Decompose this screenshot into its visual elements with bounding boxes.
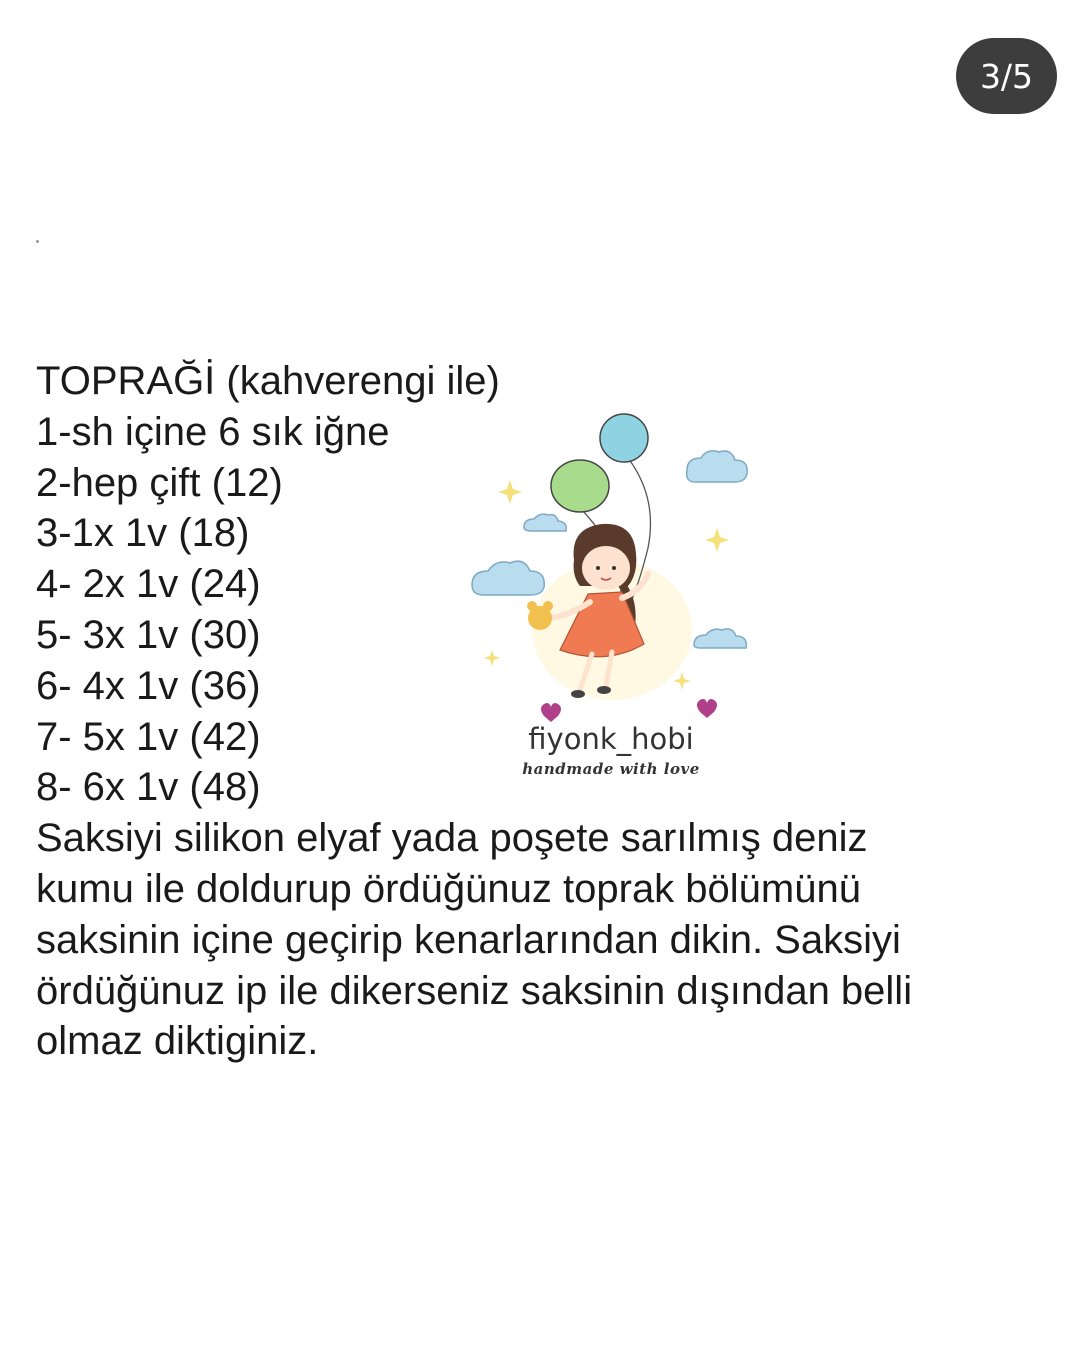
instructions-line: olmaz diktiginiz. [36, 1019, 319, 1064]
stray-dot [36, 240, 39, 243]
instructions-line: saksinin içine geçirip kenarlarından dikin. Saksiyi [36, 917, 901, 962]
slide-counter-badge [956, 38, 1057, 114]
recipe-row: 5- 3x 1v (30) [36, 612, 261, 657]
recipe-row: 8- 6x 1v (48) [36, 765, 261, 810]
recipe-row: 3-1x 1v (18) [36, 511, 250, 556]
slide-counter-text: 3/5 [979, 56, 1034, 96]
instructions-line: ördüğünuz ip ile dikerseniz saksinin dışından belli [36, 968, 913, 1013]
recipe-row: 4- 2x 1v (24) [36, 562, 261, 607]
instructions-line: kumu ile doldurup ördüğünuz toprak bölümünü [36, 866, 861, 911]
brand-name: fiyonk_hobi [528, 722, 694, 756]
heart-icon [541, 699, 717, 722]
recipe-row: 2-hep çift (12) [36, 460, 283, 505]
recipe-title: TOPRAĞİ (kahverengi ile) [36, 359, 500, 403]
instructions-line: Saksiyi silikon elyaf yada poşete sarılmış deniz [36, 816, 868, 861]
recipe-row: 7- 5x 1v (42) [36, 714, 261, 759]
green-balloon-icon [551, 460, 609, 512]
recipe-row: 6- 4x 1v (36) [36, 663, 261, 708]
blue-balloon-icon [600, 414, 648, 462]
recipe-row: 1-sh içine 6 sık iğne [36, 409, 390, 454]
brand-tagline: handmade with love [522, 760, 700, 778]
